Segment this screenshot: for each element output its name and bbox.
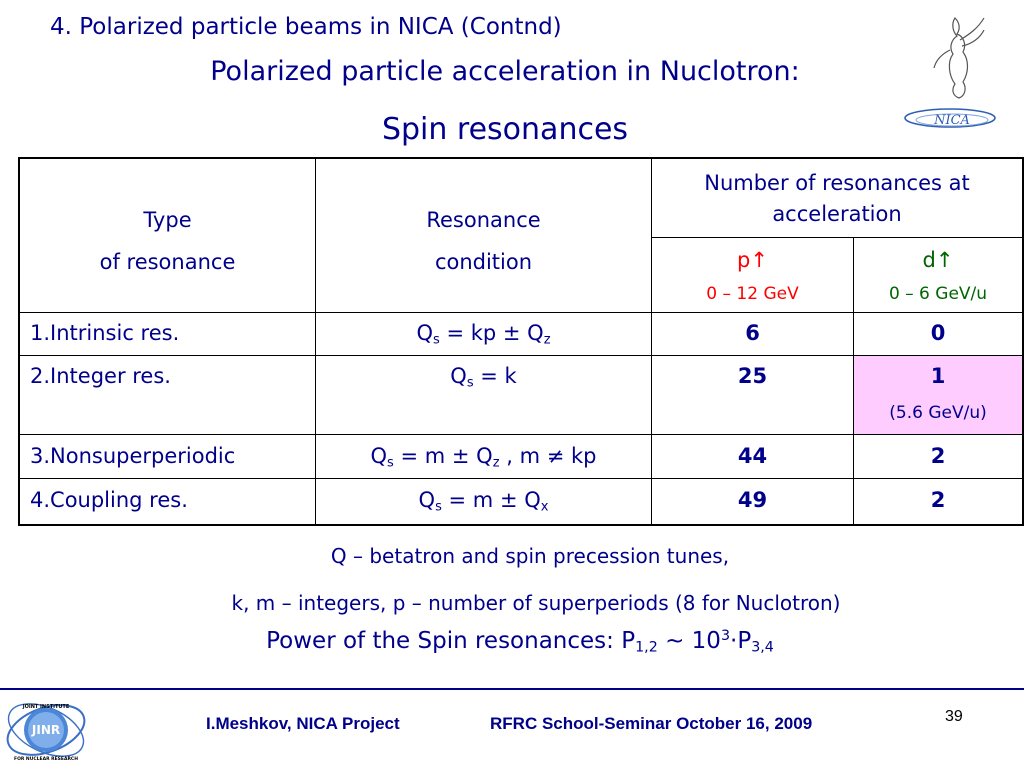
row4-condition: $Q_s = m \pm Q_x$ [316, 479, 652, 524]
footer-author: I.Meshkov, NICA Project [206, 714, 400, 733]
note-integers: k, m – integers, p – number of superperiods (8 for Nuclotron) [231, 591, 841, 615]
row3-condition: $Q_s = m \pm Q_z$ , m ≠ kp [316, 435, 652, 479]
note-tunes: Q – betatron and spin precession tunes, [330, 544, 730, 568]
row2-d: 1 (5.6 GeV/u) [854, 356, 1022, 435]
header-d: d↑ 0 – 6 GeV/u [854, 238, 1022, 313]
jinr-logo-text: JINR [31, 723, 61, 737]
header-p: p↑ 0 – 12 GeV [652, 238, 854, 313]
row3-p: 44 [652, 435, 854, 479]
footer-event: RFRC School-Seminar October 16, 2009 [490, 714, 813, 733]
header-condition: Resonance condition [316, 159, 652, 313]
jinr-logo-top: JOINT INSTITUTE [22, 704, 70, 710]
row4-d: 2 [930, 488, 946, 512]
row1-condition: $Q_s$ = kp ± $Q_z$ [316, 313, 652, 356]
header-type: Type of resonance [20, 159, 316, 313]
row4-type: 4.Coupling res. [20, 479, 316, 524]
jinr-logo-bottom: FOR NUCLEAR RESEARCH [14, 757, 78, 762]
row3-type: 3.Nonsuperperiodic [20, 435, 316, 479]
row2-p: 25 [652, 356, 854, 435]
row2-type: 2.Integer res. [20, 356, 316, 435]
header-number: Number of resonances at acceleration [652, 159, 1022, 238]
row1-type: 1.Intrinsic res. [20, 313, 316, 356]
footer-divider [0, 688, 1024, 690]
power-formula: Power of the Spin resonances: $P_{1,2}$ ~ $10^3\cdot P_{3,4}$ [266, 628, 774, 656]
section-title: 4. Polarized particle beams in NICA (Contnd) [50, 14, 562, 40]
nica-logo [900, 10, 1010, 140]
page-number: 39 [945, 708, 963, 725]
slide-subtitle: Spin resonances [381, 112, 629, 147]
row2-condition: $Q_s = k$ [316, 356, 652, 435]
row1-d: 0 [854, 313, 1022, 356]
slide-title: Polarized particle acceleration in Nuclotron: [210, 56, 800, 87]
row1-p: 6 [652, 313, 854, 356]
jinr-logo [2, 690, 90, 766]
nica-logo-text: NICA [934, 113, 970, 128]
row4-p: 49 [652, 479, 854, 524]
spin-resonance-table [18, 157, 1024, 526]
row3-d: 2 [854, 435, 1022, 479]
